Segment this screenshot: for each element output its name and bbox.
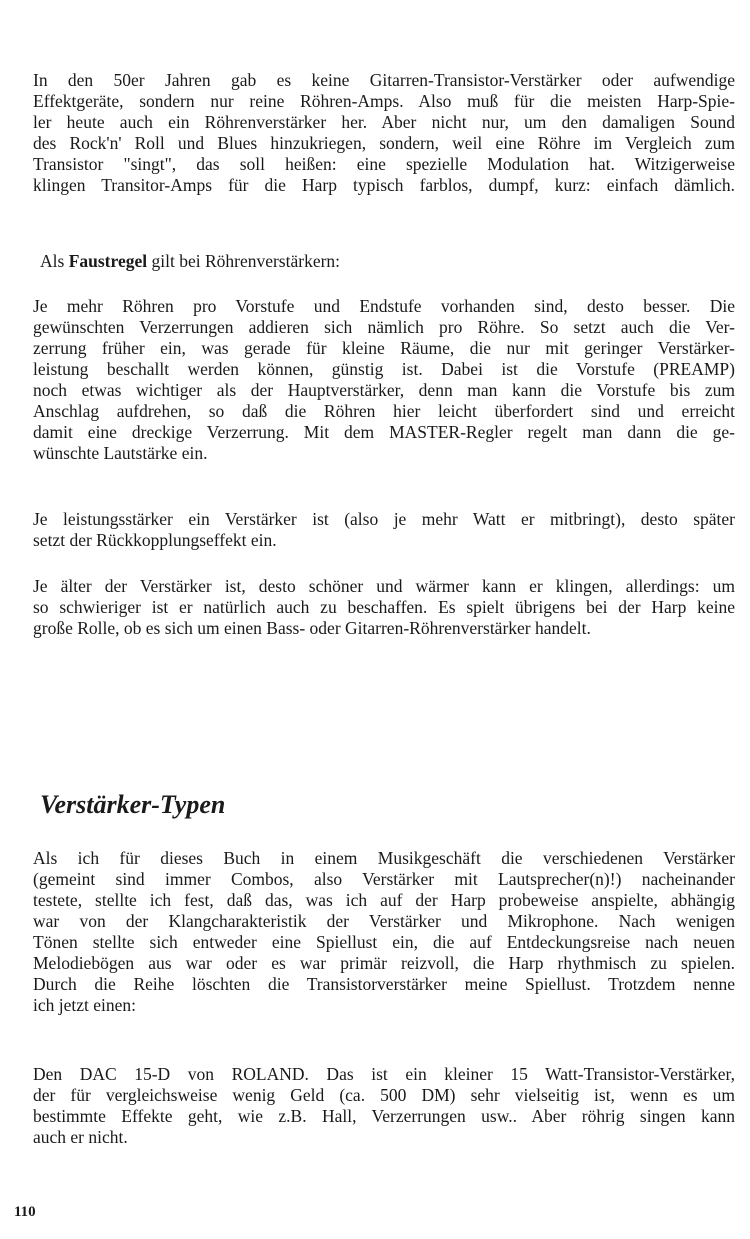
text-line: Transistor "singt", das soll heißen: eine spezielle Modulation hat. Witzigerweise (33, 154, 735, 174)
text-line: (gemeint sind immer Combos, also Verstärker mit Lautsprecher(n)!) nacheinander (33, 869, 735, 889)
text-line: leistung beschallt werden können, günstig ist. Dabei ist die Vorstufe (PREAMP) (33, 359, 735, 379)
text-line: bestimmte Effekte geht, wie z.B. Hall, Verzerrungen usw.. Aber röhrig singen kann (33, 1106, 735, 1126)
text-line: Den DAC 15-D von ROLAND. Das ist ein kleiner 15 Watt-Transistor-Verstärker, (33, 1064, 735, 1084)
text-line: testete, stellte ich fest, daß das, was ich auf der Harp probeweise anspielte, abhängig (33, 890, 735, 910)
text-line: wünschte Lautstärke ein. (33, 443, 208, 463)
text-line: Melodiebögen aus war oder es war primär reizvoll, die Harp rhythmisch zu spielen. (33, 953, 735, 973)
text-line: gewünschten Verzerrungen addieren sich nämlich pro Röhre. So setzt auch die Ver- (33, 317, 735, 337)
text-line: Durch die Reihe löschten die Transistorverstärker meine Spiellust. Trotzdem nenne (33, 974, 735, 994)
text-line: große Rolle, ob es sich um einen Bass- oder Gitarren-Röhrenverstärker handelt. (33, 618, 591, 638)
text-line: ich jetzt einen: (33, 995, 137, 1015)
page-number: 110 (14, 1204, 36, 1220)
text-line: klingen Transitor-Amps für die Harp typisch farblos, dumpf, kurz: einfach dämlich. (33, 175, 735, 195)
text-line: In den 50er Jahren gab es keine Gitarren-Transistor-Verstärker oder aufwendige (33, 70, 735, 90)
text-line: auch er nicht. (33, 1127, 128, 1147)
text-line: so schwieriger ist er natürlich auch zu beschaffen. Es spielt übrigens bei der Harp keine (33, 597, 735, 617)
text-line: Effektgeräte, sondern nur reine Röhren-Amps. Also muß für die meisten Harp-Spie- (33, 91, 735, 111)
rule-intro-prefix: Als (40, 251, 69, 271)
paragraph-rule-power (33, 509, 735, 551)
text-line: Anschlag aufdrehen, so daß die Röhren hier leicht überfordert sind und erreicht (33, 401, 735, 421)
text-line: damit eine dreckige Verzerrung. Mit dem MASTER-Regler regelt man dann die ge- (33, 422, 735, 442)
section-heading: Verstärker-Typen (40, 790, 226, 819)
paragraph-rule-intro (40, 251, 720, 272)
rule-intro-bold: Faustregel (68, 251, 148, 271)
text-line: Als ich für dieses Buch in einem Musikgeschäft die verschiedenen Verstärker (33, 848, 735, 868)
text-line: ler heute auch ein Röhrenverstärker her. Aber nicht nur, um den damaligen Sound (33, 112, 735, 132)
text-line: noch etwas wichtiger als der Hauptverstärker, denn man kann die Vorstufe bis zum (33, 380, 735, 400)
paragraph-rule-age (33, 576, 735, 639)
text-line: Je älter der Verstärker ist, desto schöner und wärmer kann er klingen, allerdings: um (33, 576, 735, 596)
text-line: Je leistungsstärker ein Verstärker ist (also je mehr Watt er mitbringt), desto später (33, 509, 735, 529)
paragraph-rule-tubes (33, 296, 735, 464)
text-line: setzt der Rückkopplungseffekt ein. (33, 530, 277, 550)
paragraph-amp-test (33, 848, 735, 1016)
text-line: zerrung früher ein, was gerade für kleine Räume, die nur mit geringer Verstärker- (33, 338, 735, 358)
paragraph-tube-amps-intro (33, 70, 735, 196)
paragraph-roland-amp (33, 1064, 735, 1148)
text-line: der für vergleichsweise wenig Geld (ca. 500 DM) sehr vielseitig ist, wenn es um (33, 1085, 735, 1105)
text-line: Tönen stellte sich entweder eine Spiellust ein, die auf Entdeckungsreise nach neuen (33, 932, 735, 952)
rule-intro-suffix: gilt bei Röhrenverstärkern: (147, 251, 341, 271)
text-line: des Rock'n' Roll und Blues hinzukriegen, sondern, weil eine Röhre im Vergleich zum (33, 133, 735, 153)
text-line: Je mehr Röhren pro Vorstufe und Endstufe vorhanden sind, desto besser. Die (33, 296, 735, 316)
text-line: war von der Klangcharakteristik der Verstärker und Mikrophone. Nach wenigen (33, 911, 735, 931)
